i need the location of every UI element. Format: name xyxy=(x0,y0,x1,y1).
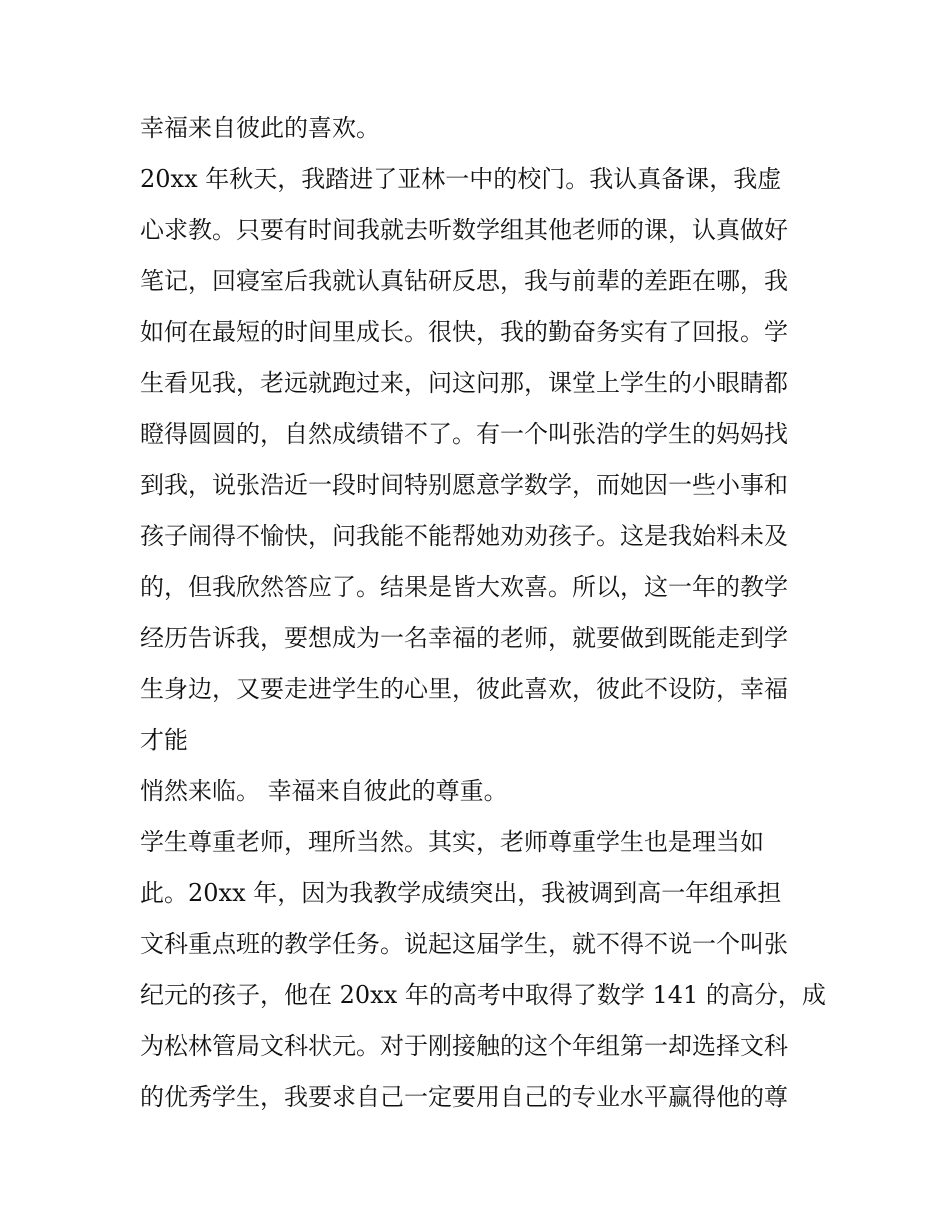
text-line: 生看见我，老远就跑过来，问这问那，课堂上学生的小眼睛都 xyxy=(140,369,788,397)
text-line: 的，但我欣然答应了。结果是皆大欢喜。所以，这一年的教学 xyxy=(140,573,788,601)
text-line: 纪元的孩子，他在 20xx 年的高考中取得了数学 141 的高分，成 xyxy=(140,981,826,1009)
text-line: 为松林管局文科状元。对于刚接触的这个年组第一却选择文科 xyxy=(140,1032,788,1060)
text-line: 经历告诉我，要想成为一名幸福的老师，就要做到既能走到学 xyxy=(140,624,788,652)
text-line: 幸福来自彼此的喜欢。 xyxy=(140,114,380,142)
text-line: 悄然来临。 幸福来自彼此的尊重。 xyxy=(140,777,508,805)
text-line: 生身边，又要走进学生的心里，彼此喜欢，彼此不设防，幸福 xyxy=(140,675,788,703)
text-line: 20xx 年秋天，我踏进了亚林一中的校门。我认真备课，我虚 xyxy=(140,165,782,193)
text-line: 如何在最短的时间里成长。很快，我的勤奋务实有了回报。学 xyxy=(140,318,788,346)
text-line: 孩子闹得不愉快，问我能不能帮她劝劝孩子。这是我始料未及 xyxy=(140,522,788,550)
text-line: 此。20xx 年，因为我教学成绩突出，我被调到高一年组承担 xyxy=(140,879,782,907)
text-line: 笔记，回寝室后我就认真钻研反思，我与前辈的差距在哪，我 xyxy=(140,267,788,295)
text-line: 才能 xyxy=(140,726,188,754)
text-line: 的优秀学生，我要求自己一定要用自己的专业水平赢得他的尊 xyxy=(140,1083,788,1111)
text-line: 心求教。只要有时间我就去听数学组其他老师的课，认真做好 xyxy=(140,216,788,244)
text-line: 瞪得圆圆的，自然成绩错不了。有一个叫张浩的学生的妈妈找 xyxy=(140,420,788,448)
body-text xyxy=(140,103,826,1123)
text-line: 文科重点班的教学任务。说起这届学生，就不得不说一个叫张 xyxy=(140,930,788,958)
text-line: 到我，说张浩近一段时间特别愿意学数学，而她因一些小事和 xyxy=(140,471,788,499)
text-line: 学生尊重老师，理所当然。其实，老师尊重学生也是理当如 xyxy=(140,828,764,856)
